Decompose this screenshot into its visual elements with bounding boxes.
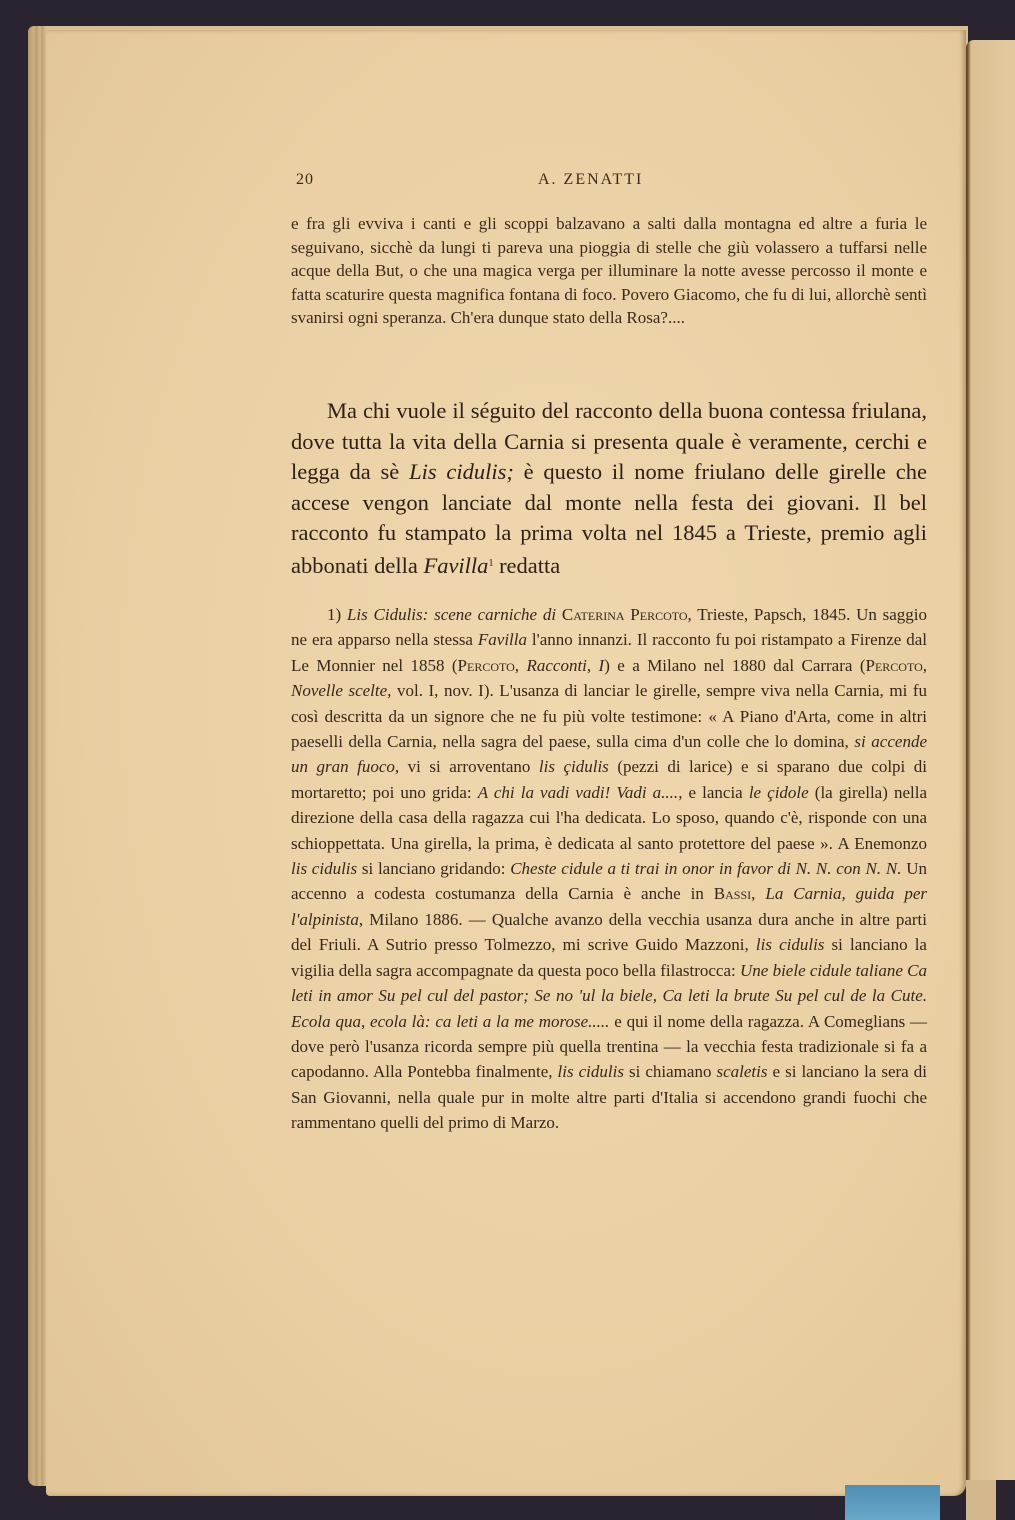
footnote-reference[interactable]: 1 <box>488 557 494 569</box>
footnote-smallcaps-name: Percoto <box>865 655 923 675</box>
footnote-italic-text: Favilla <box>477 630 527 650</box>
running-head <box>296 171 926 195</box>
footnote-text: si lanciano la vigilia della sagra accompagnate da questa poco bella filastrocca: <box>291 935 927 980</box>
running-title: A. ZENATTI <box>538 171 644 188</box>
footnote-italic-text: Racconti, I <box>526 655 605 675</box>
footnote-text: , <box>514 655 527 675</box>
page-number: 20 <box>296 171 314 188</box>
footnote-text: , <box>922 655 928 675</box>
footnote-italic-text: Une biele cidule taliane Ca leti in amor Su pel cul del pastor; Se no 'ul la biele, Ca leti la brute Su pel cul de la Cute. Ecola qua, ecola là: ca leti a la me morose..... <box>291 960 927 1031</box>
facing-page-edge <box>966 40 1015 1480</box>
footnote-text: , Trieste, Papsch, 1845. Un saggio ne era apparso nella stessa <box>291 605 928 650</box>
footnote-italic-text: lis cidulis <box>557 1062 624 1082</box>
footnote-italic-text: Lis Cidulis: scene carniche di <box>346 605 557 624</box>
footnote-block <box>291 602 927 1136</box>
footnote-smallcaps-name: Caterina Percoto <box>561 605 688 624</box>
footnote-italic-text: Cheste cidule a ti trai in onor in favor di N. N. con N. N. <box>510 859 902 879</box>
footnote-italic-text: La Carnia, guida per l'alpinista <box>291 884 928 929</box>
footnote-text: si lanciano gridando: <box>357 859 511 879</box>
footnote-text: (la girella) nella direzione della casa della ragazza cui l'ha dedicata. Lo sposo, quando c'è, risponde con una schioppettata. Una girella, la prima, è dedicata al santo protettore del paese ». A Enemonzo <box>291 782 927 853</box>
footnote-italic-text: scaletis <box>716 1062 768 1082</box>
main-paragraph <box>291 396 927 581</box>
footnote-italic-text: A chi la vadi vadi! Vadi a.... <box>477 782 679 802</box>
main-text-part1: Ma chi vuole il séguito del racconto della buona contessa friulana, dove tutta la vita della Carnia si presenta quale è veramente, cerchi e legga da sè <box>291 398 927 484</box>
footnote-text: ) e a Milano nel 1880 dal Carrara ( <box>604 655 866 675</box>
footnote-text: vol. I, nov. I). L'usanza di lanciar le girelle, sempre viva nella Carnia, mi fu così descritta da un signore che ne fu più volte testimone: « A Piano d'Arta, come in altri paeselli della Carnia, nella sagra del paese, sulla cima d'un colle che lo domina, <box>291 681 928 752</box>
footnote-text: (pezzi di larice) e si sparano due colpi di mortaretto; poi uno grida: <box>291 757 927 802</box>
facing-page-corner <box>966 1480 996 1520</box>
bookmark-tab <box>845 1485 940 1520</box>
footnote-italic-text: Novelle scelte, <box>291 681 392 701</box>
footnote-text: e si lanciano la sera di San Giovanni, nella quale pur in molte altre parti d'Italia si accendono grandi fuochi che rammentano quelli del primo di Marzo. <box>291 1062 927 1133</box>
footnote-italic-text: le çidole <box>748 782 809 802</box>
footnote-text: , vi si arroventano <box>394 757 539 777</box>
footnote-text: si chiamano <box>623 1062 717 1082</box>
footnote-smallcaps-name: Bassi <box>713 884 752 904</box>
footnote-text: e qui il nome della ragazza. A Comeglians — dove però l'usanza ricorda sempre più quella trentina — la vecchia festa tradizionale si fa a capodanno. Alla Pontebba finalmente, <box>291 1011 927 1082</box>
footnote-smallcaps-name: Percoto <box>457 655 515 675</box>
main-text-block <box>291 396 927 581</box>
footnote-text: l'anno innanzi. Il racconto fu poi ristampato a Firenze dal Le Monnier nel 1858 ( <box>291 630 927 675</box>
main-text-part3: redatta <box>493 552 561 578</box>
footnote-text: , e lancia <box>678 782 749 802</box>
journal-title-favilla: Favilla <box>423 552 489 578</box>
footnote-italic-text: lis cidulis <box>755 935 825 955</box>
footnote-italic-text: lis çidulis <box>538 757 609 777</box>
footnote-paragraph <box>291 602 927 1136</box>
book-title-lis-cidulis: Lis cidulis; <box>409 459 514 484</box>
continued-paragraph-block <box>291 212 927 330</box>
footnote-text: Un accenno a codesta costumanza della Carnia è anche in <box>291 859 927 904</box>
main-text-part2: è questo il nome friulano delle girelle che accese vengon lanciate dal monte nella festa dei giovani. Il bel racconto fu stampato la prima volta nel 1845 a Trieste, premio agli abbonati della <box>291 459 927 578</box>
footnote-marker: 1) <box>327 605 342 624</box>
footnote-italic-text: si accende un gran fuoco <box>291 732 927 777</box>
footnote-italic-text: lis cidulis <box>291 859 358 879</box>
footnote-text: , Milano 1886. — Qualche avanzo della vecchia usanza dura anche in altre parti del Friuli. A Sutrio presso Tolmezzo, mi scrive Guido Mazzoni, <box>291 909 927 955</box>
footnote-text: , <box>751 884 766 904</box>
continued-paragraph: e fra gli evviva i canti e gli scoppi balzavano a salti dalla montagna ed altre a furia le seguivano, sicchè da lungi ti pareva una pioggia di stelle che giù volassero a tuffarsi nelle acque della But, o che una magica verga per illuminare la notte avesse percosso il monte e fatta scaturire questa magnifica fontana di foco. Povero Giacomo, che fu di lui, allorchè sentì svanirsi ogni speranza. Ch'era dunque stato della Rosa?.... <box>291 214 927 327</box>
